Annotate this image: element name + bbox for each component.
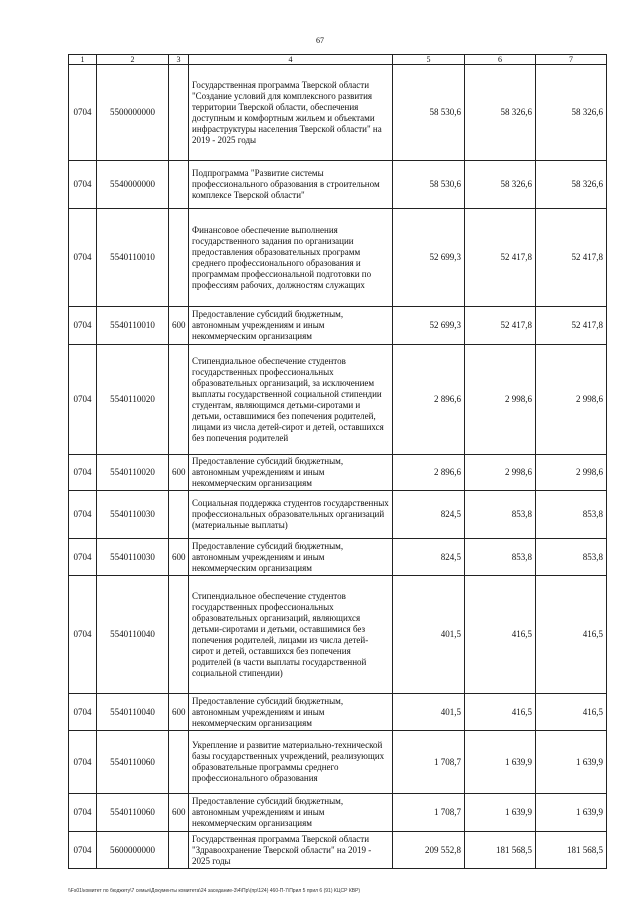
table-row — [69, 491, 607, 539]
amount-2020: 853,8 — [465, 539, 536, 576]
amount-2021: 853,8 — [536, 491, 607, 539]
section-code: 0704 — [69, 794, 97, 832]
amount-2020: 853,8 — [465, 491, 536, 539]
expense-type-code: 600 — [169, 455, 189, 491]
target-article-code: 5540110060 — [97, 794, 169, 832]
amount-2020: 416,5 — [465, 576, 536, 694]
section-code: 0704 — [69, 491, 97, 539]
amount-2019: 824,5 — [393, 491, 465, 539]
amount-2021: 58 326,6 — [536, 65, 607, 161]
target-article-code: 5500000000 — [97, 65, 169, 161]
table-row — [69, 455, 607, 491]
expense-type-code — [169, 209, 189, 307]
target-article-code: 5540110030 — [97, 491, 169, 539]
column-header: 4 — [189, 55, 393, 65]
target-article-code: 5540110040 — [97, 694, 169, 731]
item-name: Государственная программа Тверской области "Здравоохранение Тверской области" на 2019 - 2025 годы — [189, 832, 393, 869]
amount-2021: 1 639,9 — [536, 731, 607, 794]
section-code: 0704 — [69, 694, 97, 731]
expense-type-code — [169, 491, 189, 539]
expense-type-code — [169, 576, 189, 694]
amount-2019: 58 530,6 — [393, 65, 465, 161]
target-article-code: 5540000000 — [97, 161, 169, 209]
expense-type-code: 600 — [169, 694, 189, 731]
amount-2021: 853,8 — [536, 539, 607, 576]
section-code: 0704 — [69, 65, 97, 161]
amount-2019: 401,5 — [393, 576, 465, 694]
amount-2019: 2 896,6 — [393, 455, 465, 491]
file-path-footer: \\Fs01\комитет по бюджету\7 семья\Документы комитета\24 заседание-3\4\Пр\(пр\124) 460-П-7\Прил 5 прил 6 (91) КЦСР КВР) — [68, 888, 361, 894]
target-article-code: 5540110020 — [97, 455, 169, 491]
column-header: 1 — [69, 55, 97, 65]
amount-2020: 2 998,6 — [465, 345, 536, 455]
target-article-code: 5540110040 — [97, 576, 169, 694]
amount-2021: 52 417,8 — [536, 209, 607, 307]
target-article-code: 5540110060 — [97, 731, 169, 794]
amount-2020: 58 326,6 — [465, 65, 536, 161]
page-number: 67 — [316, 36, 324, 45]
expense-type-code — [169, 832, 189, 869]
amount-2019: 52 699,3 — [393, 209, 465, 307]
item-name: Предоставление субсидий бюджетным, автономным учреждениям и иным некоммерческим организациям — [189, 307, 393, 345]
section-code: 0704 — [69, 576, 97, 694]
amount-2021: 52 417,8 — [536, 307, 607, 345]
expense-type-code: 600 — [169, 307, 189, 345]
target-article-code: 5540110020 — [97, 345, 169, 455]
amount-2019: 824,5 — [393, 539, 465, 576]
column-header: 7 — [536, 55, 607, 65]
table-row — [69, 694, 607, 731]
item-name: Государственная программа Тверской области "Создание условий для комплексного развития территории Тверской области, обеспечения доступным и комфортным жильем и объектами инфраструктуры населения Тверской области" на 2019 - 2025 годы — [189, 65, 393, 161]
table-body — [69, 65, 607, 869]
expense-type-code — [169, 731, 189, 794]
amount-2020: 1 639,9 — [465, 794, 536, 832]
expense-type-code: 600 — [169, 794, 189, 832]
item-name: Предоставление субсидий бюджетным, автономным учреждениям и иным некоммерческим организациям — [189, 694, 393, 731]
column-header: 3 — [169, 55, 189, 65]
amount-2021: 58 326,6 — [536, 161, 607, 209]
table-row — [69, 65, 607, 161]
amount-2020: 58 326,6 — [465, 161, 536, 209]
amount-2019: 209 552,8 — [393, 832, 465, 869]
amount-2019: 1 708,7 — [393, 731, 465, 794]
amount-2020: 181 568,5 — [465, 832, 536, 869]
section-code: 0704 — [69, 209, 97, 307]
section-code: 0704 — [69, 345, 97, 455]
table-row — [69, 345, 607, 455]
column-header: 2 — [97, 55, 169, 65]
amount-2019: 401,5 — [393, 694, 465, 731]
item-name: Стипендиальное обеспечение студентов государственных профессиональных образовательных организаций, за исключением выплаты государственной социальной стипендии студентам, являющимся детьми-сиротами и детьми, оставшимися без попечения родителей, лицами из числа детей-сирот и детей, оставшихся без попечения родителей — [189, 345, 393, 455]
budget-table — [68, 54, 607, 869]
expense-type-code: 600 — [169, 539, 189, 576]
amount-2021: 1 639,9 — [536, 794, 607, 832]
table-row — [69, 539, 607, 576]
target-article-code: 5600000000 — [97, 832, 169, 869]
amount-2021: 181 568,5 — [536, 832, 607, 869]
target-article-code: 5540110030 — [97, 539, 169, 576]
amount-2021: 416,5 — [536, 576, 607, 694]
amount-2019: 52 699,3 — [393, 307, 465, 345]
amount-2019: 58 530,6 — [393, 161, 465, 209]
item-name: Социальная поддержка студентов государственных профессиональных образовательных организаций (материальные выплаты) — [189, 491, 393, 539]
table-row — [69, 209, 607, 307]
table-row — [69, 161, 607, 209]
target-article-code: 5540110010 — [97, 307, 169, 345]
table-row — [69, 832, 607, 869]
column-header: 6 — [465, 55, 536, 65]
amount-2021: 2 998,6 — [536, 455, 607, 491]
target-article-code: 5540110010 — [97, 209, 169, 307]
expense-type-code — [169, 65, 189, 161]
amount-2019: 1 708,7 — [393, 794, 465, 832]
section-code: 0704 — [69, 455, 97, 491]
item-name: Финансовое обеспечение выполнения государственного задания по организации предоставления образовательных программ среднего профессионального образования и программам профессиональной подготовки по профессиям рабочих, должностям служащих — [189, 209, 393, 307]
section-code: 0704 — [69, 539, 97, 576]
item-name: Стипендиальное обеспечение студентов государственных профессиональных образовательных организаций, являющихся детьми-сиротами и детьми, оставшимися без попечения родителей, лицами из числа детей-сирот и детей, оставшихся без попечения родителей (в части выплаты государственной социальной стипендии) — [189, 576, 393, 694]
item-name: Подпрограмма "Развитие системы профессионального образования в строительном комплексе Тверской области" — [189, 161, 393, 209]
section-code: 0704 — [69, 731, 97, 794]
table-row — [69, 731, 607, 794]
amount-2020: 2 998,6 — [465, 455, 536, 491]
section-code: 0704 — [69, 307, 97, 345]
table-row — [69, 794, 607, 832]
section-code: 0704 — [69, 161, 97, 209]
item-name: Предоставление субсидий бюджетным, автономным учреждениям и иным некоммерческим организациям — [189, 455, 393, 491]
amount-2021: 416,5 — [536, 694, 607, 731]
amount-2020: 416,5 — [465, 694, 536, 731]
expense-type-code — [169, 161, 189, 209]
table-row — [69, 307, 607, 345]
item-name: Предоставление субсидий бюджетным, автономным учреждениям и иным некоммерческим организациям — [189, 794, 393, 832]
header-row — [69, 55, 607, 65]
item-name: Укрепление и развитие материально-технической базы государственных учреждений, реализующих образовательные программы среднего профессионального образования — [189, 731, 393, 794]
section-code: 0704 — [69, 832, 97, 869]
amount-2020: 1 639,9 — [465, 731, 536, 794]
amount-2021: 2 998,6 — [536, 345, 607, 455]
column-header: 5 — [393, 55, 465, 65]
table-row — [69, 576, 607, 694]
expense-type-code — [169, 345, 189, 455]
amount-2019: 2 896,6 — [393, 345, 465, 455]
amount-2020: 52 417,8 — [465, 209, 536, 307]
amount-2020: 52 417,8 — [465, 307, 536, 345]
item-name: Предоставление субсидий бюджетным, автономным учреждениям и иным некоммерческим организациям — [189, 539, 393, 576]
